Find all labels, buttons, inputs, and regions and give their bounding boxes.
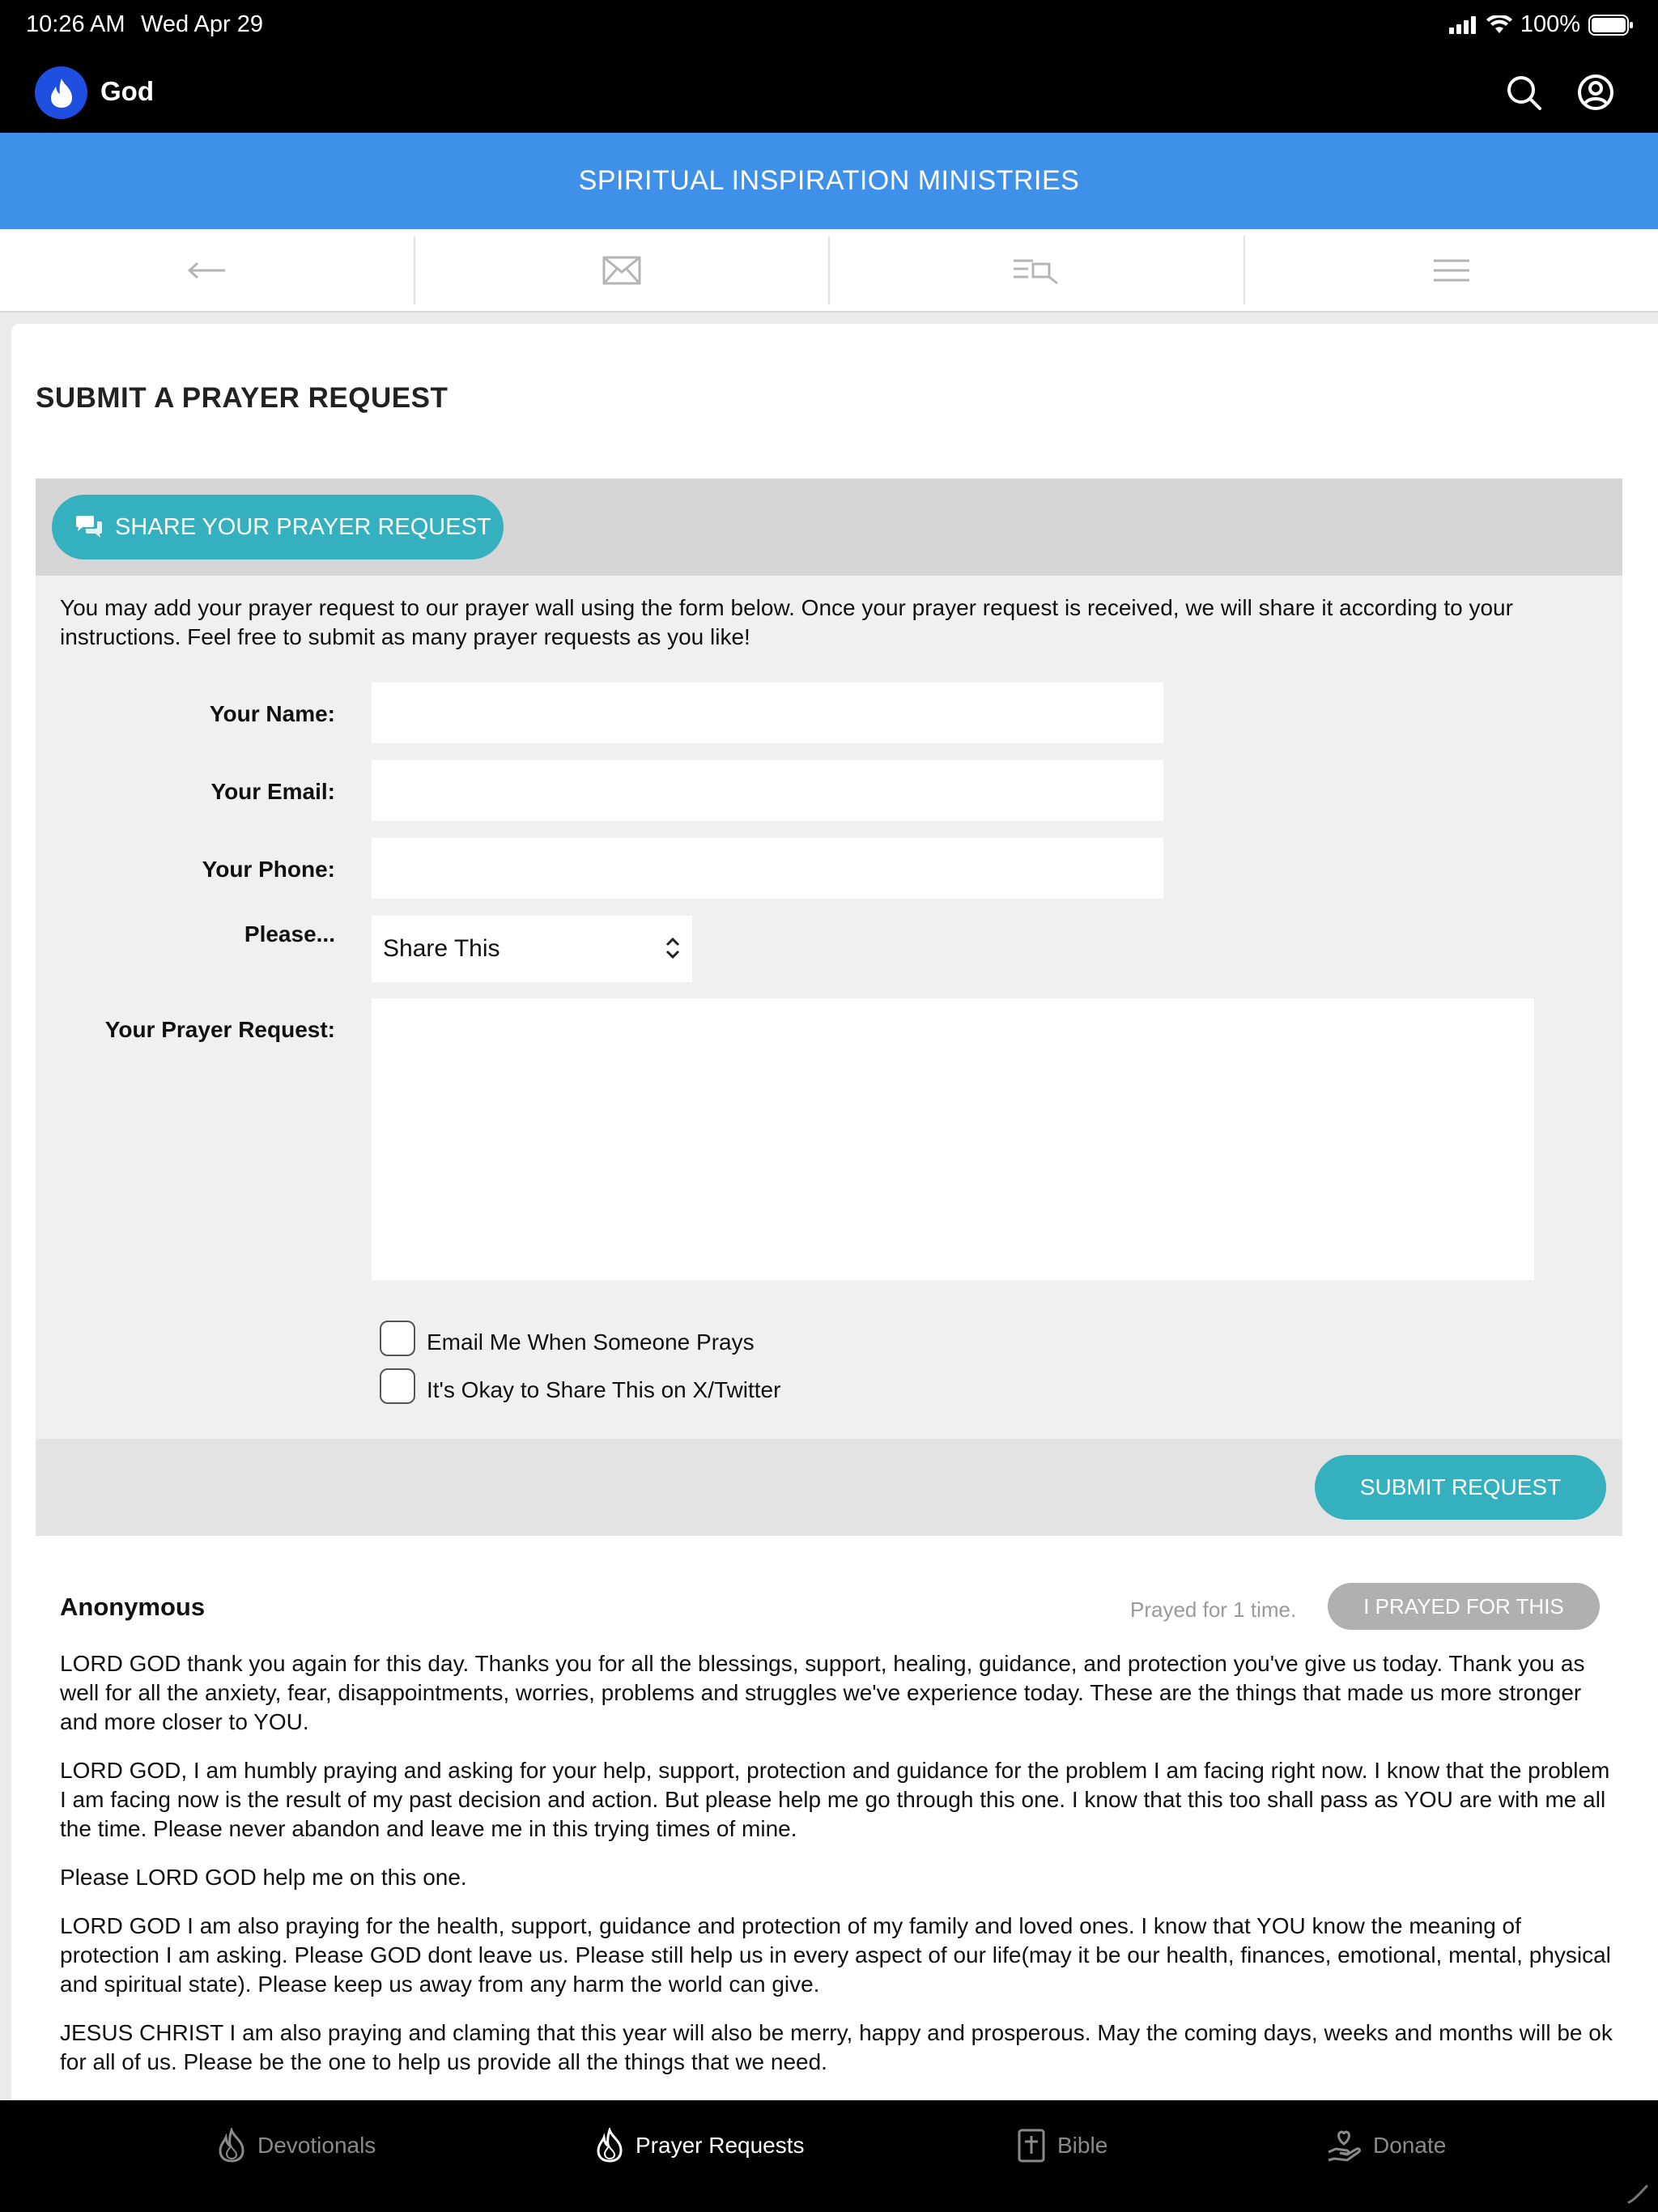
post-paragraph: JESUS CHRIST I am also praying and claming that this year will also be merry, happy and prosperous. May the coming days, weeks and months will be ok for all of us. Please be the one to help us provide all the things that we need. <box>60 2020 1613 2074</box>
back-button[interactable] <box>0 236 415 304</box>
prayed-count: Prayed for 1 time. <box>1130 1597 1297 1622</box>
menu-icon <box>1432 258 1471 283</box>
email-me-checkbox[interactable] <box>380 1321 415 1356</box>
tab-prayer-requests[interactable] <box>595 2128 805 2163</box>
chat-bubbles-icon <box>74 514 104 540</box>
search-icon[interactable] <box>1504 73 1543 112</box>
select-chevrons-icon <box>665 935 681 961</box>
bottom-tab-bar <box>0 2100 1658 2212</box>
search-list-button[interactable] <box>830 236 1245 304</box>
tab-donate[interactable] <box>1326 2128 1446 2163</box>
donate-hand-heart-icon <box>1326 2128 1362 2163</box>
flame-outline-icon <box>217 2128 246 2163</box>
prayer-request-textarea[interactable] <box>372 998 1534 1280</box>
search-list-icon <box>1012 256 1061 285</box>
post-paragraph: LORD GOD I am also praying for the health, support, guidance and protection of my family and loved ones. I know that YOU know the meaning of protection I am asking. Please GOD dont leave us. Please still help us in every aspect of our life(may it be our health, finances, emotional, mental, physical and spiritual state). Please keep us away from any harm the world can give. <box>60 1913 1611 1997</box>
tab-bible[interactable] <box>1017 2128 1107 2163</box>
post-paragraph: Please LORD GOD help me on this one. <box>60 1865 467 1890</box>
post-body <box>60 1649 1614 2096</box>
ministry-banner: SPIRITUAL INSPIRATION MINISTRIES <box>0 133 1658 229</box>
post-author: Anonymous <box>60 1593 206 1621</box>
battery-icon <box>1588 15 1634 36</box>
share-twitter-checkbox-row[interactable] <box>380 1368 780 1404</box>
prayer-request-form <box>36 576 1622 1439</box>
tab-bible-label: Bible <box>1057 2133 1108 2158</box>
i-prayed-button[interactable]: I PRAYED FOR THIS <box>1328 1583 1600 1630</box>
flame-outline-icon <box>595 2128 624 2163</box>
share-option-select[interactable] <box>372 916 692 982</box>
flame-icon <box>48 77 75 109</box>
submit-request-button[interactable]: SUBMIT REQUEST <box>1315 1455 1606 1520</box>
back-arrow-icon <box>186 261 227 280</box>
tab-devotionals-label: Devotionals <box>257 2133 376 2158</box>
status-time: 10:26 AM <box>26 11 125 37</box>
content-card <box>11 324 1658 2100</box>
share-twitter-checkbox[interactable] <box>380 1368 415 1404</box>
name-label: Your Name: <box>209 701 335 726</box>
resize-handle-icon <box>1626 2181 1650 2206</box>
tab-donate-label: Donate <box>1373 2133 1447 2158</box>
tab-devotionals[interactable] <box>217 2128 376 2163</box>
page-toolbar <box>0 229 1658 313</box>
post-paragraph: LORD GOD, I am humbly praying and asking for your help, support, protection and guidance for the problem I am facing right now. I know that the problem I am facing now is the result of my past decision and action. But please help me go through this one. I know that this too shall pass as YOU are with me all the time. Please never abandon and leave me in this trying times of mine. <box>60 1758 1610 1841</box>
status-date: Wed Apr 29 <box>141 11 264 37</box>
name-field[interactable] <box>372 683 1163 743</box>
form-header <box>36 479 1622 576</box>
share-twitter-checkbox-label: It's Okay to Share This on X/Twitter <box>427 1377 781 1402</box>
form-intro: You may add your prayer request to our prayer wall using the form below. Once your prayer request is received, we will share it according to your instructions. Feel free to submit as many prayer requests as you like! <box>60 595 1513 649</box>
share-prayer-request-label: SHARE YOUR PRAYER REQUEST <box>115 513 491 540</box>
prayer-request-label: Your Prayer Request: <box>104 1017 335 1042</box>
account-icon[interactable] <box>1576 73 1615 112</box>
wifi-icon <box>1486 15 1512 35</box>
phone-field[interactable] <box>372 838 1163 899</box>
email-label: Your Email: <box>210 779 335 804</box>
email-me-checkbox-label: Email Me When Someone Prays <box>427 1329 755 1355</box>
form-footer <box>36 1439 1622 1536</box>
envelope-icon <box>602 256 641 285</box>
battery-percent: 100% <box>1520 11 1580 37</box>
status-indicators <box>1449 11 1634 38</box>
email-field[interactable] <box>372 760 1163 821</box>
page-title: SUBMIT A PRAYER REQUEST <box>36 382 449 414</box>
phone-label: Your Phone: <box>202 857 335 882</box>
app-title: God <box>100 76 154 106</box>
post-paragraph: LORD GOD thank you again for this day. Thanks you for all the blessings, support, healing, guidance, and protection you've give us today. Thank you as well for all the anxiety, fear, disappointments, worries, problems and struggles we've experience today. These are the things that made us more stronger and more closer to YOU. <box>60 1651 1585 1734</box>
share-option-value: Share This <box>383 935 500 962</box>
menu-button[interactable] <box>1245 236 1658 304</box>
please-label: Please... <box>244 921 335 946</box>
bible-icon <box>1017 2128 1046 2163</box>
app-logo[interactable] <box>35 66 87 119</box>
signal-icon <box>1449 16 1478 34</box>
email-button[interactable] <box>415 236 831 304</box>
email-me-checkbox-row[interactable] <box>380 1321 755 1356</box>
tab-prayer-requests-label: Prayer Requests <box>636 2133 805 2158</box>
share-prayer-request-button[interactable] <box>52 495 504 559</box>
app-header <box>0 52 1658 133</box>
status-bar <box>0 0 1658 52</box>
